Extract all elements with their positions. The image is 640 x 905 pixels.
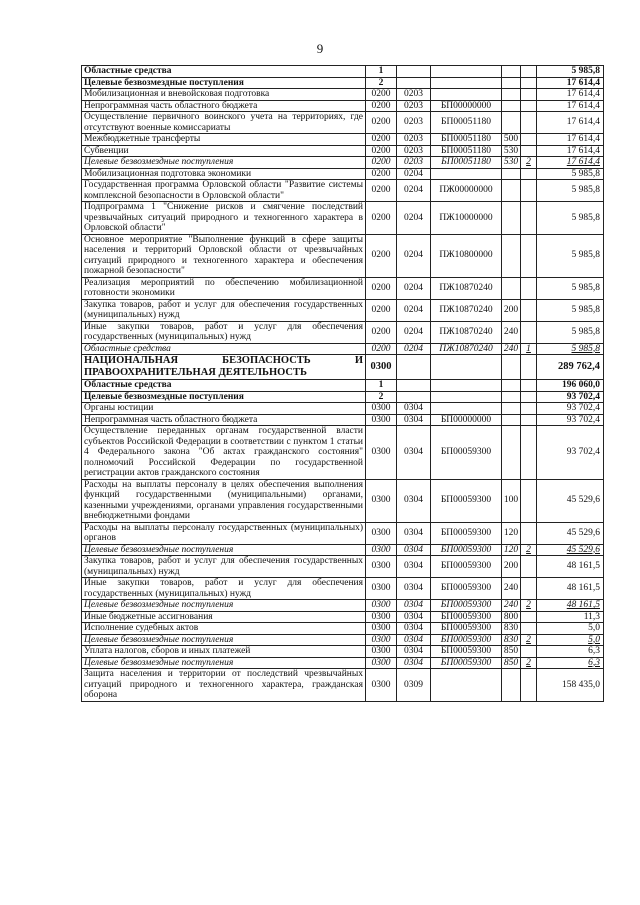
section-code-cell: 1: [366, 380, 397, 392]
target-article-cell: ПЖ10870240: [431, 321, 502, 343]
section-code-cell: 0200: [366, 299, 397, 321]
expense-type-cell: 850: [502, 646, 521, 658]
section-code-cell: 0200: [366, 157, 397, 169]
funding-source-cell: 2: [521, 544, 537, 556]
funding-source-cell: [521, 100, 537, 112]
section-code-cell: 0300: [366, 522, 397, 544]
expense-type-cell: [502, 89, 521, 101]
target-article-cell: БП00000000: [431, 100, 502, 112]
funding-source-cell: [521, 355, 537, 380]
target-article-cell: ПЖ00000000: [431, 180, 502, 202]
amount-cell: 6,3: [537, 657, 604, 669]
amount-cell: 45 529,6: [537, 544, 604, 556]
expense-type-cell: [502, 426, 521, 480]
amount-cell: 17 614,4: [537, 112, 604, 134]
subsection-code-cell: 0204: [397, 168, 431, 180]
target-article-cell: ПЖ10870240: [431, 277, 502, 299]
section-code-cell: 0200: [366, 277, 397, 299]
table-row: [82, 134, 604, 146]
section-code-cell: 0300: [366, 657, 397, 669]
funding-source-cell: [521, 611, 537, 623]
amount-cell: 5 985,8: [537, 277, 604, 299]
amount-cell: 93 702,4: [537, 391, 604, 403]
funding-source-cell: [521, 234, 537, 277]
funding-source-cell: [521, 77, 537, 89]
funding-source-cell: 2: [521, 157, 537, 169]
table-row: [82, 611, 604, 623]
target-article-cell: [431, 77, 502, 89]
funding-source-cell: [521, 168, 537, 180]
funding-source-cell: [521, 391, 537, 403]
table-row: [82, 299, 604, 321]
row-name-cell: Осуществление первичного воинского учета на территориях, где отсутствуют военные комиссариаты: [82, 112, 366, 134]
target-article-cell: БП00051180: [431, 112, 502, 134]
subsection-code-cell: 0204: [397, 299, 431, 321]
row-name-cell: Областные средства: [82, 66, 366, 78]
table-row: [82, 202, 604, 235]
expense-type-cell: 530: [502, 157, 521, 169]
subsection-code-cell: 0203: [397, 89, 431, 101]
target-article-cell: БП00059300: [431, 657, 502, 669]
expense-type-cell: 800: [502, 611, 521, 623]
row-name-cell: Непрограммная часть областного бюджета: [82, 100, 366, 112]
expense-type-cell: 100: [502, 479, 521, 522]
section-code-cell: 0300: [366, 600, 397, 612]
target-article-cell: БП00059300: [431, 556, 502, 578]
table-row: [82, 623, 604, 635]
funding-source-cell: [521, 623, 537, 635]
subsection-code-cell: 0304: [397, 414, 431, 426]
row-name-cell: Подпрограмма 1 "Снижение рисков и смягчение последствий чрезвычайных ситуаций природного и техногенного характера в Орловской области": [82, 202, 366, 235]
section-code-cell: 0300: [366, 355, 397, 380]
amount-cell: 93 702,4: [537, 403, 604, 415]
expense-type-cell: [502, 391, 521, 403]
expense-type-cell: [502, 414, 521, 426]
table-row: [82, 277, 604, 299]
subsection-code-cell: 0304: [397, 522, 431, 544]
row-name-cell: Мобилизационная и вневойсковая подготовка: [82, 89, 366, 101]
subsection-code-cell: 0304: [397, 479, 431, 522]
amount-cell: 17 614,4: [537, 134, 604, 146]
target-article-cell: [431, 89, 502, 101]
table-row: [82, 600, 604, 612]
section-code-cell: 0300: [366, 479, 397, 522]
expense-type-cell: [502, 403, 521, 415]
amount-cell: 17 614,4: [537, 157, 604, 169]
table-row: [82, 578, 604, 600]
row-name-cell: Закупка товаров, работ и услуг для обеспечения государственных (муниципальных) нужд: [82, 556, 366, 578]
row-name-cell: Областные средства: [82, 343, 366, 355]
row-name-cell: Иные бюджетные ассигнования: [82, 611, 366, 623]
amount-cell: 5,0: [537, 634, 604, 646]
subsection-code-cell: 0304: [397, 634, 431, 646]
expense-type-cell: [502, 77, 521, 89]
section-code-cell: 1: [366, 66, 397, 78]
funding-source-cell: 2: [521, 657, 537, 669]
table-row: [82, 157, 604, 169]
amount-cell: 48 161,5: [537, 556, 604, 578]
subsection-code-cell: [397, 391, 431, 403]
target-article-cell: БП00059300: [431, 611, 502, 623]
amount-cell: 17 614,4: [537, 145, 604, 157]
target-article-cell: БП00059300: [431, 623, 502, 635]
target-article-cell: БП00059300: [431, 634, 502, 646]
table-row: [82, 479, 604, 522]
section-code-cell: 0300: [366, 646, 397, 658]
amount-cell: 5 985,8: [537, 202, 604, 235]
row-name-cell: Целевые безвозмездные поступления: [82, 544, 366, 556]
budget-table-container: [81, 65, 604, 702]
table-row: [82, 646, 604, 658]
expense-type-cell: 530: [502, 145, 521, 157]
table-row: [82, 403, 604, 415]
target-article-cell: [431, 168, 502, 180]
subsection-code-cell: 0204: [397, 321, 431, 343]
row-name-cell: Реализация мероприятий по обеспечению мобилизационной готовности экономики: [82, 277, 366, 299]
subsection-code-cell: 0204: [397, 202, 431, 235]
target-article-cell: ПЖ10800000: [431, 234, 502, 277]
target-article-cell: [431, 66, 502, 78]
funding-source-cell: [521, 66, 537, 78]
amount-cell: 196 060,0: [537, 380, 604, 392]
row-name-cell: Межбюджетные трансферты: [82, 134, 366, 146]
subsection-code-cell: 0304: [397, 544, 431, 556]
funding-source-cell: [521, 646, 537, 658]
target-article-cell: БП00059300: [431, 522, 502, 544]
funding-source-cell: 1: [521, 343, 537, 355]
expense-type-cell: 500: [502, 134, 521, 146]
row-name-cell: Целевые безвозмездные поступления: [82, 634, 366, 646]
table-row: [82, 77, 604, 89]
section-code-cell: 0200: [366, 202, 397, 235]
table-row: [82, 414, 604, 426]
table-row: [82, 321, 604, 343]
section-code-cell: 0200: [366, 112, 397, 134]
amount-cell: 5 985,8: [537, 66, 604, 78]
subsection-code-cell: 0204: [397, 180, 431, 202]
row-name-cell: НАЦИОНАЛЬНАЯ БЕЗОПАСНОСТЬ И ПРАВООХРАНИТЕЛЬНАЯ ДЕЯТЕЛЬНОСТЬ: [82, 355, 366, 380]
table-row: [82, 355, 604, 380]
table-row: [82, 657, 604, 669]
subsection-code-cell: 0304: [397, 657, 431, 669]
section-code-cell: 0200: [366, 168, 397, 180]
section-code-cell: 2: [366, 77, 397, 89]
funding-source-cell: [521, 299, 537, 321]
section-code-cell: 0200: [366, 180, 397, 202]
subsection-code-cell: 0203: [397, 100, 431, 112]
section-code-cell: 0200: [366, 134, 397, 146]
table-row: [82, 100, 604, 112]
section-code-cell: 2: [366, 391, 397, 403]
target-article-cell: БП00000000: [431, 414, 502, 426]
section-code-cell: 0300: [366, 556, 397, 578]
amount-cell: 5 985,8: [537, 321, 604, 343]
subsection-code-cell: [397, 77, 431, 89]
target-article-cell: БП00059300: [431, 578, 502, 600]
subsection-code-cell: 0204: [397, 277, 431, 299]
amount-cell: 48 161,5: [537, 600, 604, 612]
expense-type-cell: [502, 66, 521, 78]
expense-type-cell: 830: [502, 623, 521, 635]
funding-source-cell: [521, 89, 537, 101]
amount-cell: 5 985,8: [537, 343, 604, 355]
expense-type-cell: [502, 112, 521, 134]
amount-cell: 5 985,8: [537, 180, 604, 202]
funding-source-cell: 2: [521, 634, 537, 646]
section-code-cell: 0300: [366, 403, 397, 415]
row-name-cell: Целевые безвозмездные поступления: [82, 77, 366, 89]
row-name-cell: Целевые безвозмездные поступления: [82, 157, 366, 169]
subsection-code-cell: 0204: [397, 343, 431, 355]
expense-type-cell: 240: [502, 343, 521, 355]
section-code-cell: 0300: [366, 426, 397, 480]
table-row: [82, 234, 604, 277]
expense-type-cell: 830: [502, 634, 521, 646]
expense-type-cell: [502, 234, 521, 277]
table-row: [82, 544, 604, 556]
budget-table: [81, 65, 604, 702]
expense-type-cell: [502, 669, 521, 702]
page-number: 9: [316, 41, 324, 56]
target-article-cell: БП00059300: [431, 544, 502, 556]
expense-type-cell: 200: [502, 299, 521, 321]
expense-type-cell: [502, 180, 521, 202]
row-name-cell: Защита населения и территории от последствий чрезвычайных ситуаций природного и техногенного характера, гражданская оборона: [82, 669, 366, 702]
funding-source-cell: [521, 556, 537, 578]
target-article-cell: БП00051180: [431, 145, 502, 157]
row-name-cell: Уплата налогов, сборов и иных платежей: [82, 646, 366, 658]
subsection-code-cell: 0204: [397, 234, 431, 277]
amount-cell: 158 435,0: [537, 669, 604, 702]
funding-source-cell: 2: [521, 600, 537, 612]
row-name-cell: Органы юстиции: [82, 403, 366, 415]
amount-cell: 5 985,8: [537, 299, 604, 321]
subsection-code-cell: 0309: [397, 669, 431, 702]
row-name-cell: Государственная программа Орловской области "Развитие системы комплексной безопасности в Орловской области": [82, 180, 366, 202]
amount-cell: 17 614,4: [537, 89, 604, 101]
subsection-code-cell: 0203: [397, 157, 431, 169]
funding-source-cell: [521, 145, 537, 157]
subsection-code-cell: [397, 355, 431, 380]
table-row: [82, 391, 604, 403]
subsection-code-cell: 0304: [397, 426, 431, 480]
row-name-cell: Целевые безвозмездные поступления: [82, 657, 366, 669]
section-code-cell: 0200: [366, 343, 397, 355]
target-article-cell: [431, 355, 502, 380]
amount-cell: 17 614,4: [537, 77, 604, 89]
amount-cell: 48 161,5: [537, 578, 604, 600]
subsection-code-cell: [397, 66, 431, 78]
amount-cell: 289 762,4: [537, 355, 604, 380]
section-code-cell: 0300: [366, 544, 397, 556]
row-name-cell: Расходы на выплаты персоналу в целях обеспечения выполнения функций государственными (муниципальными) органами, казенными учреждениями, органами управления государственными внебюджетными фондами: [82, 479, 366, 522]
subsection-code-cell: 0304: [397, 623, 431, 635]
table-row: [82, 556, 604, 578]
row-name-cell: Исполнение судебных актов: [82, 623, 366, 635]
funding-source-cell: [521, 522, 537, 544]
target-article-cell: [431, 380, 502, 392]
target-article-cell: БП00059300: [431, 426, 502, 480]
target-article-cell: БП00051180: [431, 157, 502, 169]
amount-cell: 93 702,4: [537, 426, 604, 480]
amount-cell: 93 702,4: [537, 414, 604, 426]
target-article-cell: БП00059300: [431, 600, 502, 612]
subsection-code-cell: 0304: [397, 403, 431, 415]
row-name-cell: Иные закупки товаров, работ и услуг для обеспечения государственных (муниципальных) нужд: [82, 321, 366, 343]
row-name-cell: Закупка товаров, работ и услуг для обеспечения государственных (муниципальных) нужд: [82, 299, 366, 321]
table-row: [82, 669, 604, 702]
target-article-cell: ПЖ10870240: [431, 299, 502, 321]
section-code-cell: 0300: [366, 414, 397, 426]
row-name-cell: Иные закупки товаров, работ и услуг для обеспечения государственных (муниципальных) нужд: [82, 578, 366, 600]
funding-source-cell: [521, 479, 537, 522]
funding-source-cell: [521, 669, 537, 702]
amount-cell: 11,3: [537, 611, 604, 623]
subsection-code-cell: 0304: [397, 578, 431, 600]
subsection-code-cell: 0203: [397, 145, 431, 157]
target-article-cell: БП00059300: [431, 646, 502, 658]
expense-type-cell: 850: [502, 657, 521, 669]
subsection-code-cell: [397, 380, 431, 392]
subsection-code-cell: 0203: [397, 112, 431, 134]
amount-cell: 5 985,8: [537, 168, 604, 180]
target-article-cell: [431, 669, 502, 702]
amount-cell: 5 985,8: [537, 234, 604, 277]
table-row: [82, 426, 604, 480]
table-row: [82, 380, 604, 392]
row-name-cell: Непрограммная часть областного бюджета: [82, 414, 366, 426]
row-name-cell: Областные средства: [82, 380, 366, 392]
section-code-cell: 0300: [366, 623, 397, 635]
funding-source-cell: [521, 134, 537, 146]
section-code-cell: 0200: [366, 145, 397, 157]
target-article-cell: БП00059300: [431, 479, 502, 522]
target-article-cell: [431, 391, 502, 403]
amount-cell: 17 614,4: [537, 100, 604, 112]
row-name-cell: Субвенции: [82, 145, 366, 157]
table-row: [82, 180, 604, 202]
target-article-cell: [431, 403, 502, 415]
funding-source-cell: [521, 578, 537, 600]
expense-type-cell: 120: [502, 522, 521, 544]
expense-type-cell: 240: [502, 578, 521, 600]
funding-source-cell: [521, 202, 537, 235]
section-code-cell: 0200: [366, 234, 397, 277]
funding-source-cell: [521, 180, 537, 202]
table-row: [82, 634, 604, 646]
section-code-cell: 0300: [366, 578, 397, 600]
table-row: [82, 89, 604, 101]
expense-type-cell: [502, 100, 521, 112]
section-code-cell: 0200: [366, 321, 397, 343]
section-code-cell: 0300: [366, 669, 397, 702]
target-article-cell: ПЖ10000000: [431, 202, 502, 235]
table-row: [82, 522, 604, 544]
expense-type-cell: [502, 355, 521, 380]
table-row: [82, 112, 604, 134]
target-article-cell: БП00051180: [431, 134, 502, 146]
table-row: [82, 66, 604, 78]
table-row: [82, 168, 604, 180]
expense-type-cell: 200: [502, 556, 521, 578]
amount-cell: 45 529,6: [537, 522, 604, 544]
amount-cell: 5,0: [537, 623, 604, 635]
row-name-cell: Целевые безвозмездные поступления: [82, 600, 366, 612]
amount-cell: 45 529,6: [537, 479, 604, 522]
target-article-cell: ПЖ10870240: [431, 343, 502, 355]
expense-type-cell: 120: [502, 544, 521, 556]
budget-table-body: [82, 66, 604, 702]
funding-source-cell: [521, 426, 537, 480]
expense-type-cell: [502, 277, 521, 299]
subsection-code-cell: 0304: [397, 611, 431, 623]
funding-source-cell: [521, 403, 537, 415]
section-code-cell: 0200: [366, 89, 397, 101]
expense-type-cell: [502, 168, 521, 180]
row-name-cell: Целевые безвозмездные поступления: [82, 391, 366, 403]
funding-source-cell: [521, 277, 537, 299]
section-code-cell: 0300: [366, 634, 397, 646]
subsection-code-cell: 0304: [397, 600, 431, 612]
row-name-cell: Осуществление переданных органам государственной власти субъектов Российской Федерации в соответствии с пунктом 1 статьи 4 Федерального закона "Об актах гражданского состояния" полномочий Российской Федерации по государственной регистрации актов гражданского состояния: [82, 426, 366, 480]
table-row: [82, 145, 604, 157]
expense-type-cell: [502, 202, 521, 235]
funding-source-cell: [521, 380, 537, 392]
funding-source-cell: [521, 414, 537, 426]
expense-type-cell: 240: [502, 321, 521, 343]
subsection-code-cell: 0304: [397, 556, 431, 578]
expense-type-cell: [502, 380, 521, 392]
amount-cell: 6,3: [537, 646, 604, 658]
expense-type-cell: 240: [502, 600, 521, 612]
table-row: [82, 343, 604, 355]
row-name-cell: Расходы на выплаты персоналу государственных (муниципальных) органов: [82, 522, 366, 544]
subsection-code-cell: 0304: [397, 646, 431, 658]
row-name-cell: Мобилизационная подготовка экономики: [82, 168, 366, 180]
row-name-cell: Основное мероприятие "Выполнение функций в сфере защиты населения и территорий Орловской области от чрезвычайных ситуаций природного и техногенного характера и обеспечения пожарной безопасности": [82, 234, 366, 277]
subsection-code-cell: 0203: [397, 134, 431, 146]
section-code-cell: 0300: [366, 611, 397, 623]
funding-source-cell: [521, 112, 537, 134]
section-code-cell: 0200: [366, 100, 397, 112]
funding-source-cell: [521, 321, 537, 343]
